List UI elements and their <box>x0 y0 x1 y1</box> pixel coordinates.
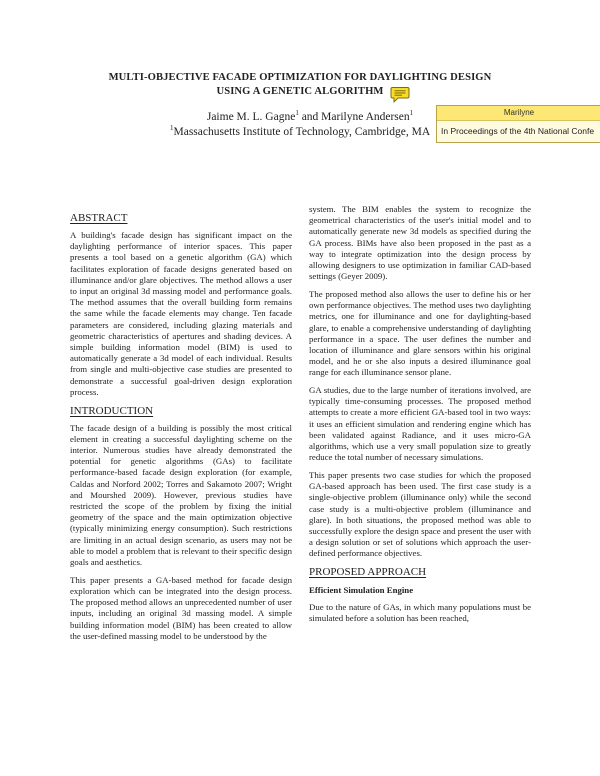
right-paragraph-4: This paper presents two case studies for which the proposed GA-based approach has been used. The first case study is a single-objective problem (illuminance only) while the second case study is a multi-objective problem (illuminance and glare). In both situations, the proposed method was able to successfully explore the design space and present the user with a design solution or set of solutions which approach the user-defined performance objectives. <box>309 469 531 559</box>
comment-author: Marilyne <box>437 106 600 121</box>
left-column <box>70 212 292 648</box>
introduction-paragraph-2: This paper presents a GA-based method for facade design exploration which can be integrated into the design process. The proposed method allows an unprecedented number of user inputs, including an original 3d massing model. A simple building information model (BIM) has been created to allow the user-defined massing model to be understood by the <box>70 574 292 641</box>
abstract-heading: ABSTRACT <box>70 212 128 224</box>
affiliation-line <box>170 125 440 139</box>
right-paragraph-5: Due to the nature of GAs, in which many populations must be simulated before a solution has been reached, <box>309 602 531 624</box>
abstract-text: A building's facade design has significant impact on the daylighting performance of interior spaces. This paper presents a tool based on a genetic algorithm (GA) which facilitates exploration of facade designs generated based on illuminance and/or glare objectives. The method allows a user to input an original 3d massing model and performance goals. The method assumes that the overall building form remains the same while the facade elements may change. Ten facade parameters are considered, including glazing materials and geometric characteristics of apertures and shading devices. A simple building information model (BIM) is used to automatically generate a 3d model of each individual. Results from single and multi-objective case studies are presented to demonstrate a successful goal-driven design exploration process. <box>70 230 292 397</box>
affiliation-mark: 1 <box>170 124 174 133</box>
right-paragraph-3: GA studies, due to the large number of iterations involved, are typically time-consuming processes. The proposed method attempts to create a more efficient GA-based tool in two ways: it uses an efficient simulation and rendering engine which has been validated against Radiance, and it uses micro-GA algorithms, which use a very small population size to greatly reduce the total number of necessary simulations. <box>309 385 531 463</box>
author-line <box>150 110 470 124</box>
comment-text: In Proceedings of the 4th National Confe <box>441 126 595 136</box>
author-2-affiliation-mark: 1 <box>409 109 414 118</box>
author-1-affiliation-mark: 1 <box>295 109 299 118</box>
comment-icon[interactable] <box>390 86 410 103</box>
affiliation: Massachusetts Institute of Technology, Cambridge, MA <box>173 126 431 138</box>
title-line-1: MULTI-OBJECTIVE FACADE OPTIMIZATION FOR DAYLIGHTING DESIGN <box>108 72 492 83</box>
proposed-approach-heading: PROPOSED APPROACH <box>309 566 427 579</box>
comment-popup[interactable] <box>436 105 600 143</box>
paper-title <box>40 71 560 98</box>
right-paragraph-2: The proposed method also allows the user to define his or her own performance objectives. The method uses two daylighting metrics, one for illuminance and one for daylighting-based glare, to enable a comprehensive understanding of daylighting performance in a space. The user defines the number and location of illuminance and glare sensors within his original model, and he or she also inputs a desired illuminance goal range for each illuminance sensor plane. <box>309 288 531 378</box>
right-paragraph-1: system. The BIM enables the system to recognize the geometrical characteristics of the user's initial model and to automatically generate new 3d models as specified during the GA process. BIMs have also been proposed in the past as a way to integrate optimization into the design process by allowing designers to use optimization in familiar CAD-based settings (Geyer 2009). <box>309 204 531 282</box>
right-column <box>309 204 531 631</box>
author-1: Jaime M. L. Gagne <box>206 111 296 123</box>
author-2: Marilyne Andersen <box>321 111 410 123</box>
title-line-2: USING A GENETIC ALGORITHM <box>216 85 384 97</box>
author-separator: and <box>298 111 322 123</box>
simulation-engine-subheading: Efficient Simulation Engine <box>309 585 414 596</box>
introduction-paragraph-1: The facade design of a building is possibly the most critical element in creating a successful daylighting scheme on the interior. Numerous studies have already demonstrated the potential for genetic algorithms (GAs) to facilitate performance-based facade design exploration (for example, Caldas and Norford 2002; Torres and Sakamoto 2007; Wright and Mourshed 2009). However, previous studies have restricted the scope of the problem by fixing the initial geometry of the space and the main optimization objective (typically minimizing energy consumption). Such restrictions are limiting in an actual design scenario, as users may not be able to model a problem that is relevant to their specific design goals and aesthetics. <box>70 422 292 567</box>
introduction-heading: INTRODUCTION <box>70 404 154 417</box>
